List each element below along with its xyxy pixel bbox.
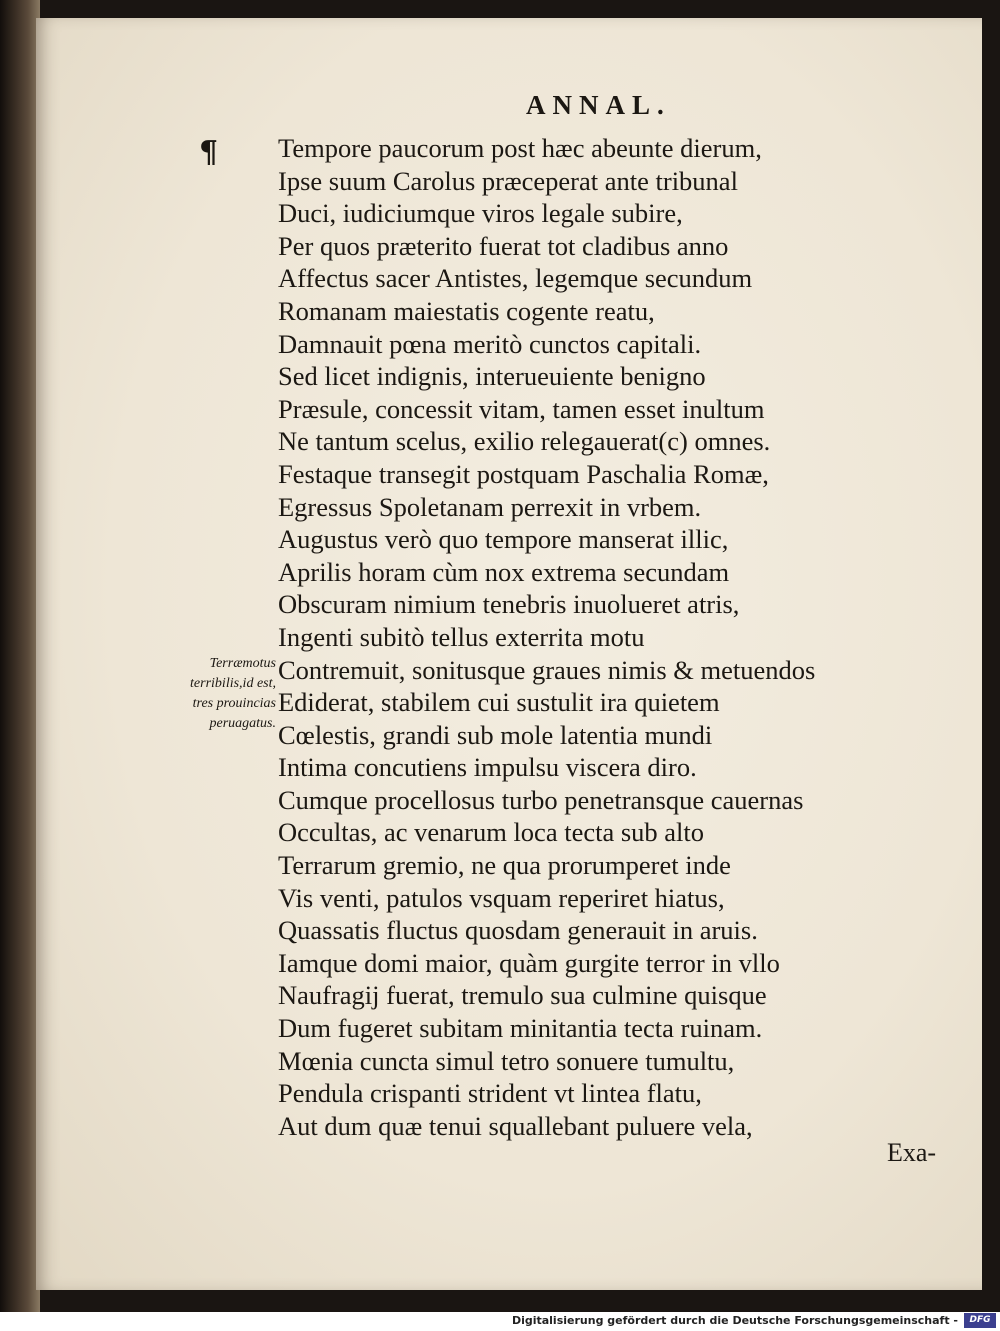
verse-line: Per quos præterito fuerat tot cladibus anno	[278, 230, 729, 261]
verse-line: Sed licet indignis, interueuiente benigno	[278, 361, 706, 392]
margin-note-line: tres prouincias	[192, 696, 276, 711]
verse-line: Terrarum gremio, ne qua prorumperet inde	[278, 850, 731, 881]
running-head: ANNAL.	[526, 90, 671, 120]
digitization-credit: Digitalisierung gefördert durch die Deutsche Forschungsgemeinschaft -	[511, 1314, 958, 1327]
verse-line: Romanam maiestatis cogente reatu,	[278, 295, 655, 326]
verse-line: Præsule, concessit vitam, tamen esset inultum	[278, 393, 765, 424]
verse-line: Dum fugeret subitam minitantia tecta ruinam.	[278, 1013, 763, 1044]
verse-line: Aut dum quæ tenui squallebant puluere vela,	[278, 1110, 753, 1141]
verse-line: Cumque procellosus turbo penetransque cauernas	[278, 784, 804, 815]
verse-line: Tempore paucorum post hæc abeunte dierum,	[278, 133, 762, 163]
book-page	[36, 18, 982, 1290]
verse-line: Intima concutiens impulsu viscera diro.	[278, 752, 697, 783]
verse-line: Affectus sacer Antistes, legemque secundum	[278, 263, 753, 294]
margin-note-line: peruagatus.	[209, 716, 276, 731]
verse-line: Cœlestis, grandi sub mole latentia mundi	[278, 719, 713, 750]
pilcrow-mark: ¶	[199, 135, 219, 170]
verse-line: Augustus verò quo tempore manserat illic,	[278, 524, 729, 555]
verse-line: Mœnia cuncta simul tetro sonuere tumultu,	[278, 1045, 735, 1076]
verse-line: Ne tantum scelus, exilio relegauerat(c) omnes.	[278, 426, 771, 457]
margin-note-line: terribilis,id est,	[190, 676, 276, 691]
verse-line: Contremuit, sonitusque graues nimis & metuendos	[278, 654, 816, 685]
verse-line: Ipse suum Carolus præceperat ante tribunal	[278, 165, 738, 196]
verse-line: Pendula crispanti strident vt lintea flatu,	[278, 1078, 702, 1109]
verse-line: Festaque transegit postquam Paschalia Romæ,	[278, 458, 769, 489]
verse-line: Occultas, ac venarum loca tecta sub alto	[278, 817, 705, 848]
book-binding	[0, 0, 40, 1312]
margin-note	[136, 654, 276, 734]
verse-line: Obscuram nimium tenebris inuolueret atris,	[278, 589, 740, 620]
verse-line: Duci, iudiciumque viros legale subire,	[278, 198, 683, 229]
verse-line: Iamque domi maior, quàm gurgite terror in vllo	[278, 947, 780, 978]
verse-line: Naufragij fuerat, tremulo sua culmine quisque	[278, 980, 767, 1011]
verse-line: Vis venti, patulos vsquam reperiret hiatus,	[278, 882, 725, 913]
verse-line: Aprilis horam cùm nox extrema secundam	[278, 556, 730, 587]
catchword: Exa-	[887, 1138, 937, 1167]
dfg-logo: DFG	[964, 1313, 996, 1328]
verse-line: Egressus Spoletanam perrexit in vrbem.	[278, 491, 702, 522]
verse-line: Ediderat, stabilem cui sustulit ira quietem	[278, 687, 720, 718]
margin-note-line: Terræmotus	[209, 656, 276, 671]
footer-bar	[0, 1312, 1000, 1331]
verse-line: Damnauit pœna meritò cunctos capitali.	[278, 328, 702, 359]
verse-text	[278, 132, 815, 1142]
verse-line: Ingenti subitò tellus exterrita motu	[278, 621, 645, 652]
verse-line: Quassatis fluctus quosdam generauit in aruis.	[278, 915, 758, 946]
